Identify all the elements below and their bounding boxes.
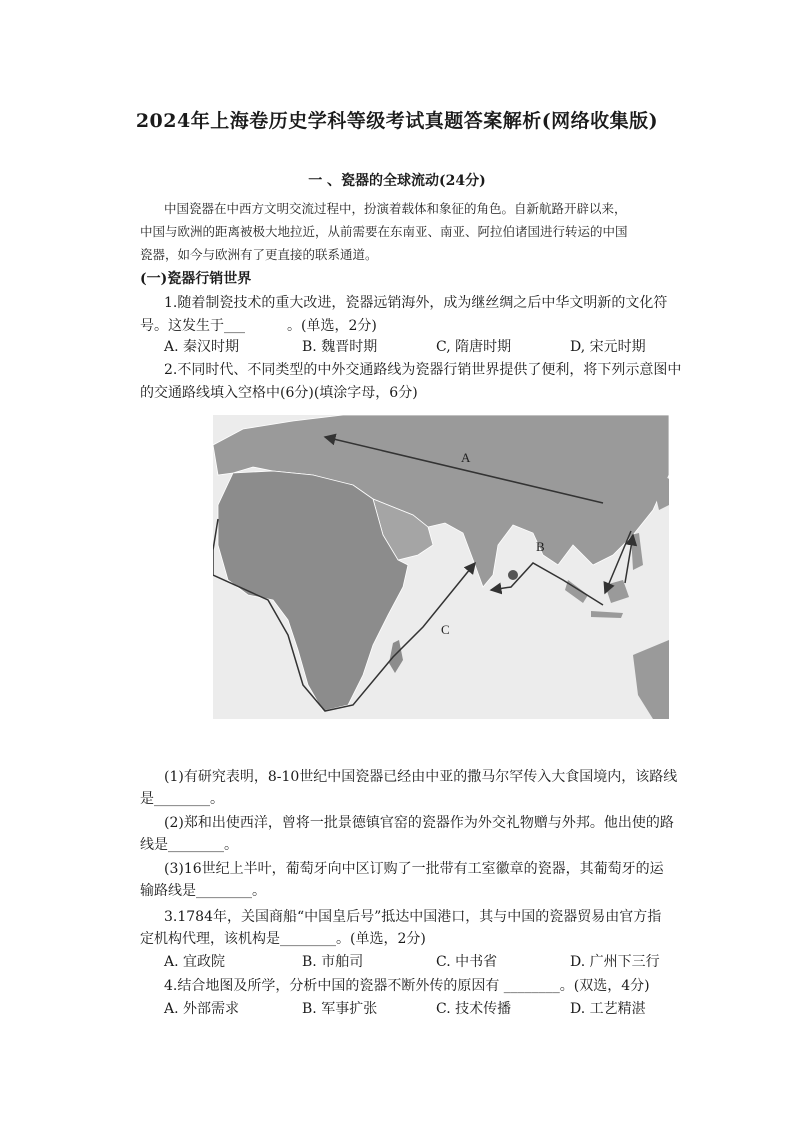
question-4-option-b[interactable]: B. 军事扩张 [302, 1001, 378, 1017]
question-4-option-c[interactable]: C. 技术传播 [436, 1001, 512, 1017]
question-2-part-2-answer[interactable]: 线是________。 [140, 837, 238, 853]
question-2-text: 2.不同时代、不同类型的中外交通路线为瓷器行销世界提供了便利，将下列示意图中 [164, 362, 682, 378]
question-3-text: 3.1784年，关国商船“中国皇后号”抵达中国港口，其与中国的瓷器贸易由官方指 [164, 909, 662, 925]
subsection-heading: (一)瓷器行销世界 [140, 271, 252, 287]
question-1-option-a[interactable]: A. 秦汉时期 [164, 339, 240, 355]
question-2-part-1-answer[interactable]: 是________。 [140, 791, 224, 807]
route-map [213, 415, 669, 719]
intro-line: 中国与欧洲的距离被极大地拉近，从前需要在东南亚、南亚、阿拉伯诸国进行转运的中国 [140, 224, 628, 239]
sri-lanka-landmass [508, 570, 518, 580]
question-1-option-d[interactable]: D, 宋元时期 [570, 339, 646, 355]
route-label-b: B [536, 539, 545, 554]
question-1-text: 1.随着制瓷技术的重大改进，瓷器远销海外，成为继丝绸之后中华文明新的文化符 [164, 295, 668, 311]
question-2-part-2-text: (2)郑和出使西洋，曾将一批景德镇官窑的瓷器作为外交礼物赠与外邦。他出使的路 [164, 815, 674, 831]
question-1-option-c[interactable]: C, 隋唐时期 [436, 339, 512, 355]
question-2-part-3-answer[interactable]: 输路线是________。 [140, 883, 266, 899]
page-title: 2024年上海卷历史学科等级考试真题答案解析(网络收集版) [135, 110, 659, 132]
question-1-option-b[interactable]: B. 魏晋时期 [302, 339, 378, 355]
question-2-part-3-text: (3)16世纪上半叶，葡萄牙向中区订购了一批带有工室徽章的瓷器，其葡萄牙的运 [164, 861, 664, 877]
question-4-option-d[interactable]: D. 工艺精湛 [570, 1001, 646, 1017]
question-3-option-a[interactable]: A. 宜政院 [164, 954, 226, 970]
question-4-text: 4.结合地图及所学，分析中国的瓷器不断外传的原因有 ________。(双选，4分) [164, 978, 650, 994]
route-label-a: A [461, 450, 471, 465]
route-label-c: C [441, 622, 450, 637]
question-3-option-c[interactable]: C. 中书省 [436, 954, 498, 970]
section-heading: 一 、瓷器的全球流动(24分) [308, 173, 486, 189]
intro-line: 瓷器，如今与欧洲有了更直接的联系通道。 [140, 247, 378, 262]
question-3-option-d[interactable]: D. 广州下三行 [570, 954, 660, 970]
question-1-text: 号。这发生于___ 。(单选，2分) [140, 318, 377, 334]
question-4-option-a[interactable]: A. 外部需求 [164, 1001, 240, 1017]
question-3-text: 定机构代理，该机构是________。(单选，2分) [140, 931, 426, 947]
question-3-option-b[interactable]: B. 市舶司 [302, 954, 364, 970]
intro-line: 中国瓷器在中西方文明交流过程中，扮演着载体和象征的角色。自新航路开辟以来， [164, 201, 627, 216]
question-2-part-1-text: (1)有研究表明，8-10世纪中国瓷器已经由中亚的撒马尔罕传入大食国境内，该路线 [164, 769, 678, 785]
question-2-text: 的交通路线填入空格中(6分)(填涂字母，6分) [140, 385, 418, 401]
